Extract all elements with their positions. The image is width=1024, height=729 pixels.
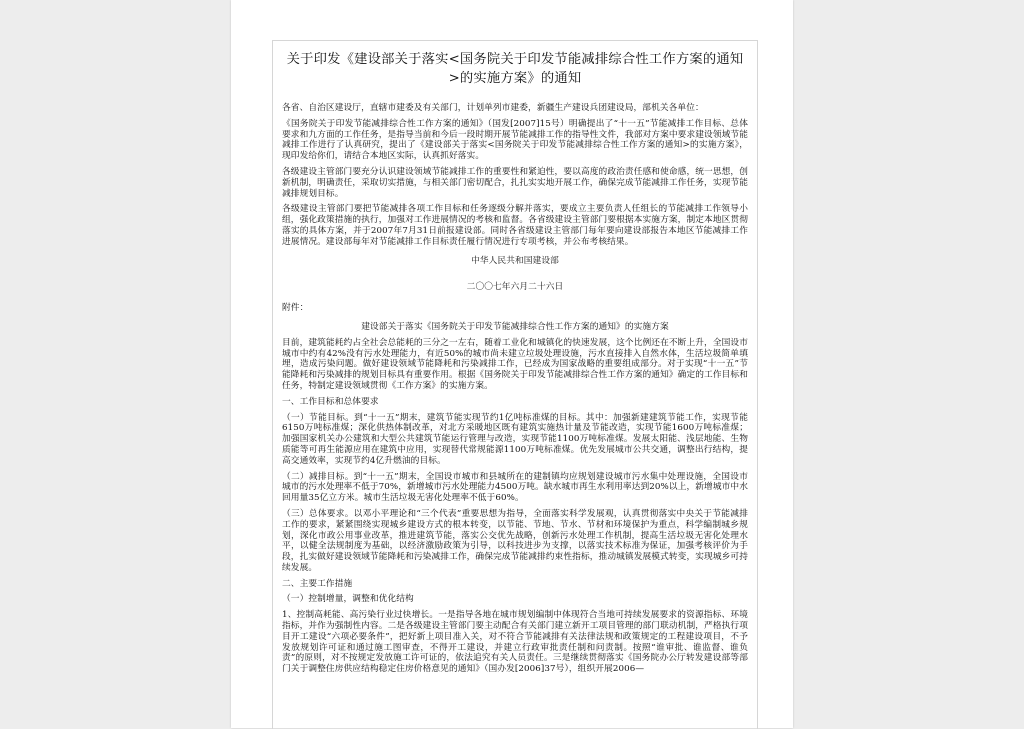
- subsection-heading: （一）控制增量，调整和优化结构: [282, 594, 414, 605]
- body-paragraph: （一）节能目标。到“十一五”期末，建筑节能实现节约1亿吨标准煤的目标。其中：加强新建建筑节能工作，实现节能6150万吨标准煤；深化供热体制改革，对北方采暖地区既有建筑实施热计量及节能改造，实现节能1600万吨标准煤；加强国家机关办公建筑和大型公共建筑节能运行管理与改造，实现节能1100万吨标准煤。发展太阳能、浅层地能、生物质能等可再生能源应用在建筑中应用，实现替代常规能源1100万吨标准煤。优先发展城市公共交通，调整出行结构，提高交通效率，实现节约4亿升燃油的目标。: [282, 412, 748, 466]
- section-heading: 二、主要工作措施: [282, 578, 353, 589]
- issue-date: 二〇〇七年六月二十六日: [466, 282, 564, 293]
- section-heading: 一、工作目标和总体要求: [282, 396, 379, 407]
- document-content: [282, 50, 748, 675]
- addressee-paragraph: 各省、自治区建设厅，直辖市建委及有关部门，计划单列市建委，新疆生产建设兵团建设局，部机关各单位：: [282, 103, 704, 113]
- body-paragraph: 《国务院关于印发节能减排综合性工作方案的通知》（国发[2007]15号）明确提出了“十一五”节能减排工作目标、总体要求和九方面的工作任务，是指导当前和今后一段时期开展节能减排工作的指导性文件，我部对方案中要求建设领域节能减排工作进行了认真研究，提出了《建设部关于落实<国务院关于印发节能减排综合性工作方案的通知>的实施方案》，现印发给你们，请结合本地区实际，认真抓好落实。: [282, 118, 748, 162]
- body-paragraph: 目前，建筑能耗约占全社会总能耗的三分之一左右，随着工业化和城镇化的快速发展，这个比例还在不断上升，全国设市城市中约有42%没有污水处理能力，有近50%的城市尚未建立垃圾处理设施，污水直接排入自然水体，生活垃圾简单填埋，造成污染问题。做好建设领域节能降耗和污染减排工作，已经成为国家战略的重要组成部分。对于实现“十一五”节能降耗和污染减排的规划目标具有重要作用。根据《国务院关于印发节能减排综合性工作方案的通知》确定的工作目标和任务，特制定建设领域贯彻《工作方案》的实施方案。: [282, 337, 748, 391]
- body-paragraph: （三）总体要求。以邓小平理论和“三个代表”重要思想为指导，全面落实科学发展观，认真贯彻落实中央关于节能减排工作的要求，紧紧围绕实现城乡建设方式的根本转变，以节能、节地、节水、节材和环境保护为重点，科学编制城乡规划，深化市政公用事业改革，推进建筑节能，落实公交优先战略，创新污水处理工作机制，提高生活垃圾无害化处理水平，以健全法规制度为基础，以经济激励政策为引导，以科技进步为支撑，以落实技术标准为保证，加强考核评价为手段，扎实做好建设领域节能降耗和污染减排工作，确保完成节能减排约束性指标，推动城镇发展模式转变，实现城乡可持续发展。: [282, 508, 748, 573]
- body-paragraph: （二）减排目标。到“十一五”期末，全国设市城市和县城所在的建制镇均应规划建设城市污水集中处理设施，全国设市城市的污水处理率不低于70%，新增城市污水处理能力4500万吨。缺水城市再生水利用率达到20%以上，新增城市中水回用量35亿立方米。城市生活垃圾无害化处理率不低于60%。: [282, 471, 748, 504]
- body-paragraph: 各级建设主管部门要充分认识建设领域节能减排工作的重要性和紧迫性，要以高度的政治责任感和使命感，统一思想，创新机制，明确责任，采取切实措施，与相关部门密切配合，扎扎实实地开展工作，确保完成节能减排工作任务，实现节能减排规划目标。: [282, 166, 748, 199]
- body-paragraph: 1、控制高耗能、高污染行业过快增长。一是指导各地在城市规划编制中体现符合当地可持续发展要求的资源指标、环境指标，并作为强制性内容。二是各级建设主管部门要主动配合有关部门建立新开工项目管理的部门联动机制，严格执行项目开工建设“六项必要条件”，把好新上项目准入关，对不符合节能减排有关法律法规和政策规定的工程建设项目，不予发放规划许可证和通过施工图审查，不得开工建设，并建立行政审批责任制和问责制。按照“谁审批、谁监督、谁负责”的原则，对不按规定发放施工许可证的，依法追究有关人员责任。三是继续贯彻落实《国务院办公厅转发建设部等部门关于调整住房供应结构稳定住房价格意见的通知》（国办发[2006]37号），组织开展2006—: [282, 610, 748, 675]
- body-paragraph: 各级建设主管部门要把节能减排各项工作目标和任务逐级分解并落实，要成立主要负责人任组长的节能减排工作领导小组，强化政策措施的执行，加强对工作进展情况的考核和监督。各省级建设主管部门要根据本实施方案，制定本地区贯彻落实的具体方案，并于2007年7月31日前报建设部。同时各省级建设主管部门每年要向建设部报告本地区节能减排工作进展情况。建设部每年对节能减排工作目标责任履行情况进行专项考核，并公布考核结果。: [282, 204, 748, 247]
- document-title: 关于印发《建设部关于落实<国务院关于印发节能减排综合性工作方案的通知>的实施方案》的通知: [286, 52, 744, 86]
- signature: 中华人民共和国建设部: [471, 255, 559, 266]
- attachment-title: 建设部关于落实《国务院关于印发节能减排综合性工作方案的通知》的实施方案: [361, 321, 669, 332]
- attachment-label: 附件：: [282, 303, 309, 314]
